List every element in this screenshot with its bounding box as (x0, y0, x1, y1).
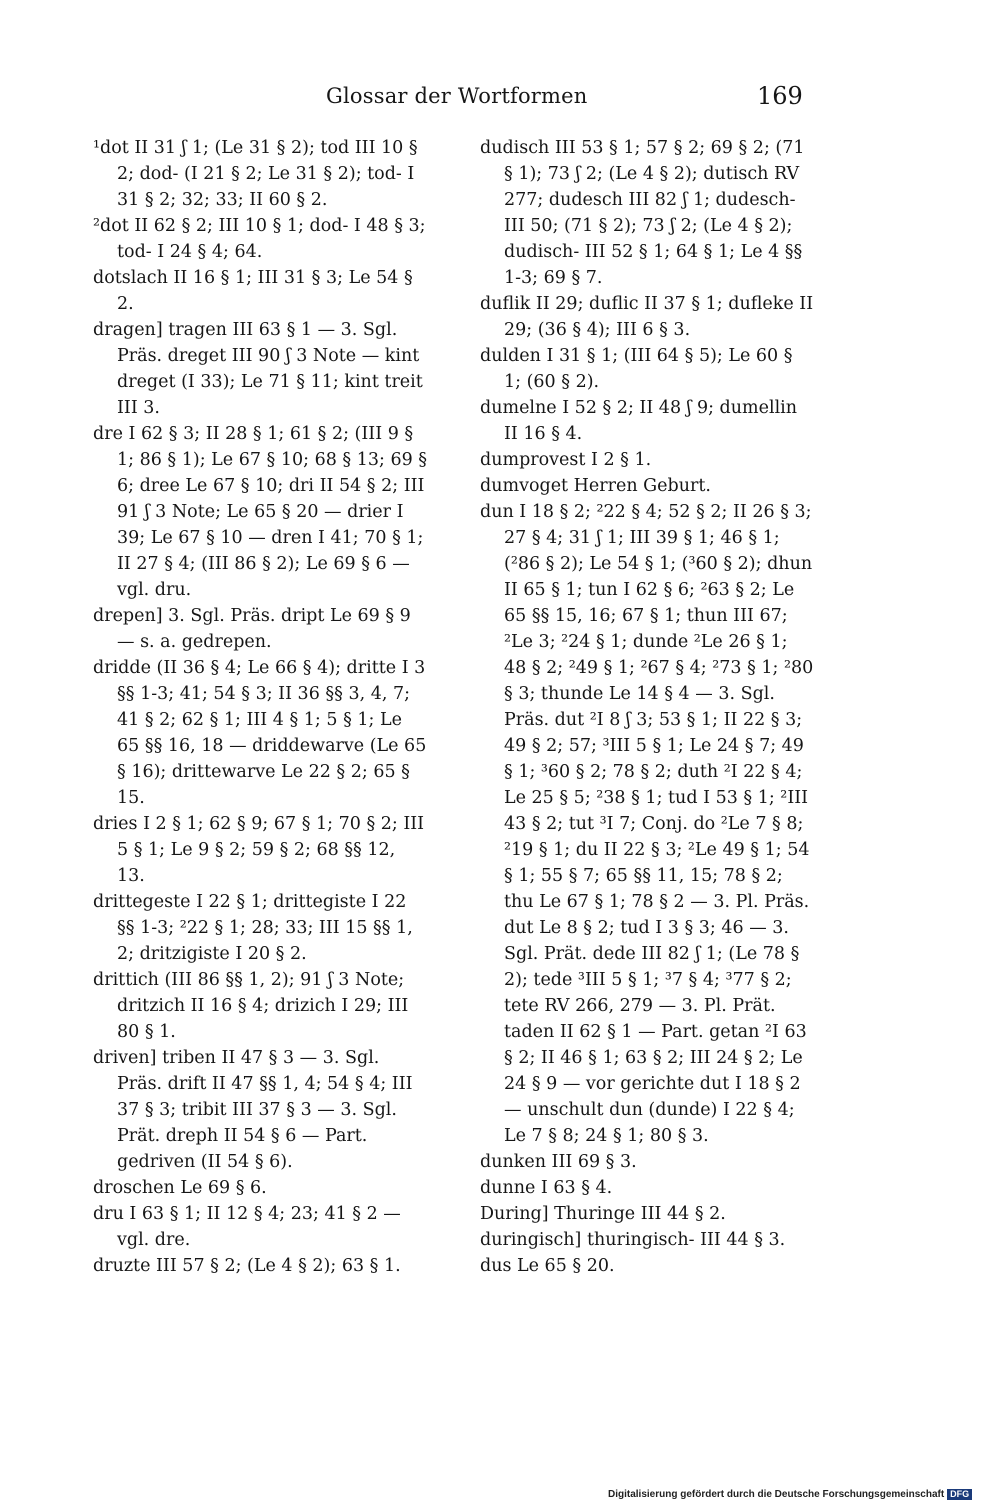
glossary-entry: driven] triben II 47 § 3 — 3. Sgl. Präs. drift II 47 §§ 1, 4; 54 § 4; III 37 § 3; tribit III 37 § 3 — 3. Sgl. Prät. dreph II 54 § 6 — Part. gedriven (II 54 § 6). (93, 1048, 413, 1172)
glossary-entry: dru I 63 § 1; II 12 § 4; 23; 41 § 2 — vgl. dre. (93, 1204, 401, 1250)
page-number: 169 (757, 82, 803, 110)
glossary-entry: druzte III 57 § 2; (Le 4 § 2); 63 § 1. (93, 1256, 401, 1276)
credit-text: Digitalisierung gefördert durch die Deutsche Forschungsgemeinschaft (608, 1489, 945, 1501)
glossary-entry: dries I 2 § 1; 62 § 9; 67 § 1; 70 § 2; III 5 § 1; Le 9 § 2; 59 § 2; 68 §§ 12, 13. (93, 814, 425, 886)
glossary-entry: drittich (III 86 §§ 1, 2); 91 ʃ 3 Note; dritzich II 16 § 4; drizich I 29; III 80 § 1. (93, 970, 409, 1042)
glossary-column-left (93, 135, 428, 1279)
glossary-column-right (480, 135, 815, 1279)
glossary-entry: duflik II 29; duflic II 37 § 1; dufleke II 29; (36 § 4); III 6 § 3. (480, 294, 814, 340)
glossary-entry: dragen] tragen III 63 § 1 — 3. Sgl. Präs. dreget III 90 ʃ 3 Note — kint dreget (I 33); Le 71 § 11; kint treit III 3. (93, 320, 423, 418)
glossary-entry: dotslach II 16 § 1; III 31 § 3; Le 54 § 2. (93, 268, 413, 314)
glossary-entry: drepen] 3. Sgl. Präs. dript Le 69 § 9 — s. a. gedrepen. (93, 606, 411, 652)
glossary-entry: dridde (II 36 § 4; Le 66 § 4); dritte I 3 §§ 1-3; 41; 54 § 3; II 36 §§ 3, 4, 7; 41 § 2; 62 § 1; III 4 § 1; 5 § 1; Le 65 §§ 16, 18 — driddewarve (Le 65 § 16); drittewarve Le 22 § 2; 65 § 15. (93, 658, 427, 808)
glossary-entry: ²dot II 62 § 2; III 10 § 1; dod- I 48 § 3; tod- I 24 § 4; 64. (93, 216, 426, 262)
glossary-entry: dulden I 31 § 1; (III 64 § 5); Le 60 § 1; (60 § 2). (480, 346, 793, 392)
glossary-entry: ¹dot II 31 ʃ 1; (Le 31 § 2); tod III 10 § 2; dod- (I 21 § 2; Le 31 § 2); tod- I 31 § 2; 32; 33; II 60 § 2. (93, 138, 418, 210)
glossary-entry: dumprovest I 2 § 1. (480, 450, 652, 470)
digitization-credit (608, 1489, 972, 1500)
glossary-entry: dumvoget Herren Geburt. (480, 476, 711, 496)
glossary-entry: dre I 62 § 3; II 28 § 1; 61 § 2; (III 9 § 1; 86 § 1); Le 67 § 10; 68 § 13; 69 § 6; dree Le 67 § 10; dri II 54 § 2; III 91 ʃ 3 Note; Le 65 § 20 — drier I 39; Le 67 § 10 — dren I 41; 70 § 1; II 27 § 4; (III 86 § 2); Le 69 § 6 — vgl. dru. (93, 424, 428, 600)
glossary-entry: droschen Le 69 § 6. (93, 1178, 267, 1198)
glossary-entry: drittegeste I 22 § 1; drittegiste I 22 §§ 1-3; ²22 § 1; 28; 33; III 15 §§ 1, 2; dritzigiste I 20 § 2. (93, 892, 413, 964)
glossary-entry: duringisch] thuringisch- III 44 § 3. (480, 1230, 786, 1250)
glossary-entry: dunne I 63 § 4. (480, 1178, 613, 1198)
glossary-entry: During] Thuringe III 44 § 2. (480, 1204, 726, 1224)
glossary-entry: dun I 18 § 2; ²22 § 4; 52 § 2; II 26 § 3; 27 § 4; 31 ʃ 1; III 39 § 1; 46 § 1; (²86 § 2); Le 54 § 1; (³60 § 2); dhun II 65 § 1; tun I 62 § 6; ²63 § 2; Le 65 §§ 15, 16; 67 § 1; thun III 67; ²Le 3; ²24 § 1; dunde ²Le 26 § 1; 48 § 2; ²49 § 1; ²67 § 4; ²73 § 1; ²80 § 3; thunde Le 14 § 4 — 3. Sgl. Präs. dut ²I 8 ʃ 3; 53 § 1; II 22 § 3; 49 § 2; 57; ³III 5 § 1; Le 24 § 7; 49 § 1; ³60 § 2; 78 § 2; duth ²I 22 § 4; Le 25 § 5; ²38 § 1; tud I 53 § 1; ²III 43 § 2; tut ³I 7; Conj. do ²Le 7 § 8; ²19 § 1; du II 22 § 3; ²Le 49 § 1; 54 § 1; 55 § 7; 65 §§ 11, 15; 78 § 2; thu Le 67 § 1; 78 § 2 — 3. Pl. Präs. dut Le 8 § 2; tud I 3 § 3; 46 — 3. Sgl. Prät. dede III 82 ʃ 1; (Le 78 § 2); tede ³III 5 § 1; ³7 § 4; ³77 § 2; tete RV 266, 279 — 3. Pl. Prät. taden II 62 § 1 — Part. getan ²I 63 § 2; II 46 § 1; 63 § 2; III 24 § 2; Le 24 § 9 — vor gerichte dut I 18 § 2 — unschult dun (dunde) I 22 § 4; Le 7 § 8; 24 § 1; 80 § 3. (480, 502, 814, 1146)
dfg-logo: DFG (947, 1489, 972, 1500)
glossary-entry: dus Le 65 § 20. (480, 1256, 615, 1276)
glossary-entry: dudisch III 53 § 1; 57 § 2; 69 § 2; (71 § 1); 73 ʃ 2; (Le 4 § 2); dutisch RV 277; dudesch III 82 ʃ 1; dudesch- III 50; (71 § 2); 73 ʃ 2; (Le 4 § 2); dudisch- III 52 § 1; 64 § 1; Le 4 §§ 1-3; 69 § 7. (480, 138, 805, 288)
glossary-entry: dunken III 69 § 3. (480, 1152, 637, 1172)
running-title: Glossar der Wortformen (326, 84, 588, 108)
glossary-entry: dumelne I 52 § 2; II 48 ʃ 9; dumellin II 16 § 4. (480, 398, 798, 444)
